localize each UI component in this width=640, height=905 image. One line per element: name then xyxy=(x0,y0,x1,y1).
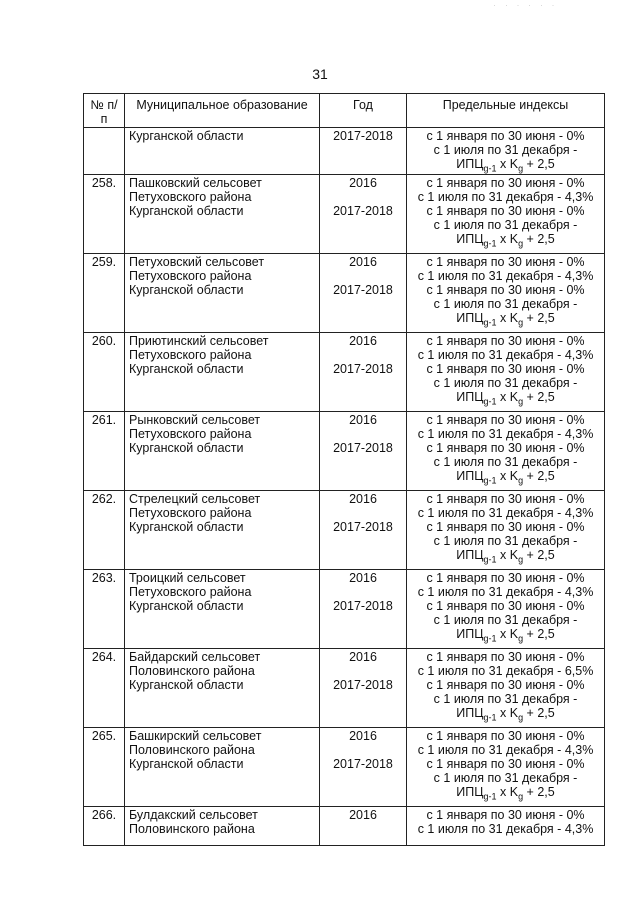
municipality-line: Курганской области xyxy=(129,362,244,376)
cell-num: 261. xyxy=(84,412,125,491)
indices-table xyxy=(83,93,605,846)
cell-year xyxy=(320,333,407,412)
municipality-line: Курганской области xyxy=(129,520,244,534)
year-range: 2017-2018 xyxy=(333,129,393,143)
municipality-line: Петуховского района xyxy=(129,348,252,362)
municipality-line: Петуховского района xyxy=(129,269,252,283)
index-line: с 1 января по 30 июня - 0% xyxy=(426,283,585,297)
cell-indices xyxy=(407,570,605,649)
year-single: 2016 xyxy=(349,571,377,585)
table-header-row xyxy=(84,94,605,128)
cell-year xyxy=(320,412,407,491)
municipality-line: Троицкий сельсовет xyxy=(129,571,246,585)
municipality-line: Половинского района xyxy=(129,822,255,836)
cell-indices xyxy=(407,412,605,491)
cell-num: 266. xyxy=(84,807,125,846)
cell-municipality xyxy=(125,175,320,254)
year-single: 2016 xyxy=(349,650,377,664)
index-line: с 1 июля по 31 декабря - xyxy=(433,613,578,627)
cell-num: 264. xyxy=(84,649,125,728)
header-num: № п/п xyxy=(84,94,125,128)
year-range: 2017-2018 xyxy=(333,204,393,218)
table-row-continued xyxy=(84,128,605,175)
cell-num: 259. xyxy=(84,254,125,333)
year-range: 2017-2018 xyxy=(333,520,393,534)
index-line: с 1 июля по 31 декабря - xyxy=(433,218,578,232)
cell-num: 263. xyxy=(84,570,125,649)
cell-year xyxy=(320,728,407,807)
cell-num: 265. xyxy=(84,728,125,807)
cell-indices xyxy=(407,728,605,807)
municipality-line: Приютинский сельсовет xyxy=(129,334,269,348)
year-single: 2016 xyxy=(349,255,377,269)
index-line: с 1 января по 30 июня - 0% xyxy=(426,757,585,771)
cell-year xyxy=(320,128,407,175)
cell-num: 258. xyxy=(84,175,125,254)
index-line: с 1 января по 30 июня - 0% xyxy=(426,204,585,218)
cell-municipality xyxy=(125,491,320,570)
cell-municipality xyxy=(125,570,320,649)
municipality-line: Курганской области xyxy=(129,129,244,143)
municipality-line: Пашковский сельсовет xyxy=(129,176,262,190)
index-formula: $ИПЦ_{g-1}$ х $K_g + 2,5$ xyxy=(456,706,555,723)
index-line: с 1 июля по 31 декабря - 4,3% xyxy=(417,427,594,441)
index-line: с 1 января по 30 июня - 0% xyxy=(426,441,585,455)
scan-margin-marks: · · · · · · xyxy=(493,3,558,9)
cell-indices xyxy=(407,333,605,412)
year-range: 2017-2018 xyxy=(333,599,393,613)
index-line: с 1 января по 30 июня - 0% xyxy=(426,599,585,613)
index-line: с 1 января по 30 июня - 0% xyxy=(426,678,585,692)
index-line: с 1 января по 30 июня - 0% xyxy=(426,808,585,822)
year-single: 2016 xyxy=(349,413,377,427)
header-year: Год xyxy=(320,94,407,128)
table-row xyxy=(84,807,605,846)
index-line: с 1 января по 30 июня - 0% xyxy=(426,650,585,664)
municipality-line: Курганской области xyxy=(129,283,244,297)
index-line: с 1 июля по 31 декабря - 4,3% xyxy=(417,269,594,283)
municipality-line: Петуховского района xyxy=(129,585,252,599)
municipality-line: Половинского района xyxy=(129,743,255,757)
municipality-line: Булдакский сельсовет xyxy=(129,808,258,822)
cell-municipality xyxy=(125,333,320,412)
cell-indices xyxy=(407,128,605,175)
year-range: 2017-2018 xyxy=(333,757,393,771)
index-line: с 1 июля по 31 декабря - 4,3% xyxy=(417,822,594,836)
index-formula: $ИПЦ_{g-1}$ х $K_g + 2,5$ xyxy=(456,627,555,644)
cell-indices xyxy=(407,491,605,570)
municipality-line: Курганской области xyxy=(129,204,244,218)
cell-indices xyxy=(407,649,605,728)
cell-year xyxy=(320,570,407,649)
municipality-line: Петуховского района xyxy=(129,506,252,520)
cell-indices xyxy=(407,254,605,333)
index-line: с 1 января по 30 июня - 0% xyxy=(426,492,585,506)
index-line: с 1 июля по 31 декабря - 6,5% xyxy=(417,664,594,678)
header-municipality: Муниципальное образование xyxy=(125,94,320,128)
municipality-line: Курганской области xyxy=(129,599,244,613)
index-formula: $ИПЦ_{g-1}$ х $K_g + 2,5$ xyxy=(456,785,555,802)
cell-municipality xyxy=(125,128,320,175)
index-line: с 1 июля по 31 декабря - 4,3% xyxy=(417,585,594,599)
index-line: с 1 июля по 31 декабря - xyxy=(433,376,578,390)
index-formula: $ИПЦ_{g-1}$ х $K_g + 2,5$ xyxy=(456,157,555,174)
year-single: 2016 xyxy=(349,492,377,506)
cell-municipality xyxy=(125,412,320,491)
index-line: с 1 июля по 31 декабря - xyxy=(433,771,578,785)
municipality-line: Байдарский сельсовет xyxy=(129,650,261,664)
index-line: с 1 января по 30 июня - 0% xyxy=(426,413,585,427)
table-row xyxy=(84,728,605,807)
table-row xyxy=(84,491,605,570)
index-line: с 1 июля по 31 декабря - 4,3% xyxy=(417,506,594,520)
table-row xyxy=(84,175,605,254)
index-formula: $ИПЦ_{g-1}$ х $K_g + 2,5$ xyxy=(456,232,555,249)
index-formula: $ИПЦ_{g-1}$ х $K_g + 2,5$ xyxy=(456,311,555,328)
header-indices: Предельные индексы xyxy=(407,94,605,128)
year-range: 2017-2018 xyxy=(333,362,393,376)
index-line: с 1 января по 30 июня - 0% xyxy=(426,729,585,743)
year-single: 2016 xyxy=(349,729,377,743)
table-row xyxy=(84,333,605,412)
cell-year xyxy=(320,491,407,570)
year-single: 2016 xyxy=(349,334,377,348)
table-row xyxy=(84,412,605,491)
index-line: с 1 января по 30 июня - 0% xyxy=(426,362,585,376)
index-line: с 1 января по 30 июня - 0% xyxy=(426,176,585,190)
municipality-line: Стрелецкий сельсовет xyxy=(129,492,261,506)
index-line: с 1 июля по 31 декабря - 4,3% xyxy=(417,743,594,757)
table-row xyxy=(84,254,605,333)
year-single: 2016 xyxy=(349,808,377,822)
cell-num: 260. xyxy=(84,333,125,412)
year-single: 2016 xyxy=(349,176,377,190)
index-formula: $ИПЦ_{g-1}$ х $K_g + 2,5$ xyxy=(456,469,555,486)
index-line: с 1 июля по 31 декабря - 4,3% xyxy=(417,190,594,204)
municipality-line: Петуховского района xyxy=(129,190,252,204)
index-formula: $ИПЦ_{g-1}$ х $K_g + 2,5$ xyxy=(456,548,555,565)
index-line: с 1 января по 30 июня - 0% xyxy=(426,571,585,585)
cell-year xyxy=(320,649,407,728)
index-line: с 1 июля по 31 декабря - xyxy=(433,455,578,469)
year-range: 2017-2018 xyxy=(333,678,393,692)
index-line: с 1 января по 30 июня - 0% xyxy=(426,520,585,534)
cell-municipality xyxy=(125,649,320,728)
cell-municipality xyxy=(125,807,320,846)
index-formula: $ИПЦ_{g-1}$ х $K_g + 2,5$ xyxy=(456,390,555,407)
cell-num: 262. xyxy=(84,491,125,570)
cell-indices xyxy=(407,175,605,254)
year-range: 2017-2018 xyxy=(333,283,393,297)
index-line: с 1 июля по 31 декабря - xyxy=(433,143,578,157)
index-line: с 1 января по 30 июня - 0% xyxy=(426,255,585,269)
table-row xyxy=(84,570,605,649)
page-number: 31 xyxy=(312,66,328,82)
municipality-line: Башкирский сельсовет xyxy=(129,729,262,743)
municipality-line: Курганской области xyxy=(129,678,244,692)
index-line: с 1 июля по 31 декабря - 4,3% xyxy=(417,348,594,362)
municipality-line: Половинского района xyxy=(129,664,255,678)
table-row xyxy=(84,649,605,728)
index-line: с 1 января по 30 июня - 0% xyxy=(426,334,585,348)
year-range: 2017-2018 xyxy=(333,441,393,455)
index-line: с 1 июля по 31 декабря - xyxy=(433,692,578,706)
index-line: с 1 января по 30 июня - 0% xyxy=(426,129,585,143)
cell-year xyxy=(320,254,407,333)
cell-municipality xyxy=(125,254,320,333)
index-line: с 1 июля по 31 декабря - xyxy=(433,297,578,311)
table-body xyxy=(84,128,605,846)
municipality-line: Петуховский сельсовет xyxy=(129,255,265,269)
cell-num xyxy=(84,128,125,175)
cell-year xyxy=(320,807,407,846)
municipality-line: Курганской области xyxy=(129,441,244,455)
cell-municipality xyxy=(125,728,320,807)
municipality-line: Рынковский сельсовет xyxy=(129,413,261,427)
cell-indices xyxy=(407,807,605,846)
cell-year xyxy=(320,175,407,254)
municipality-line: Курганской области xyxy=(129,757,244,771)
municipality-line: Петуховского района xyxy=(129,427,252,441)
index-line: с 1 июля по 31 декабря - xyxy=(433,534,578,548)
